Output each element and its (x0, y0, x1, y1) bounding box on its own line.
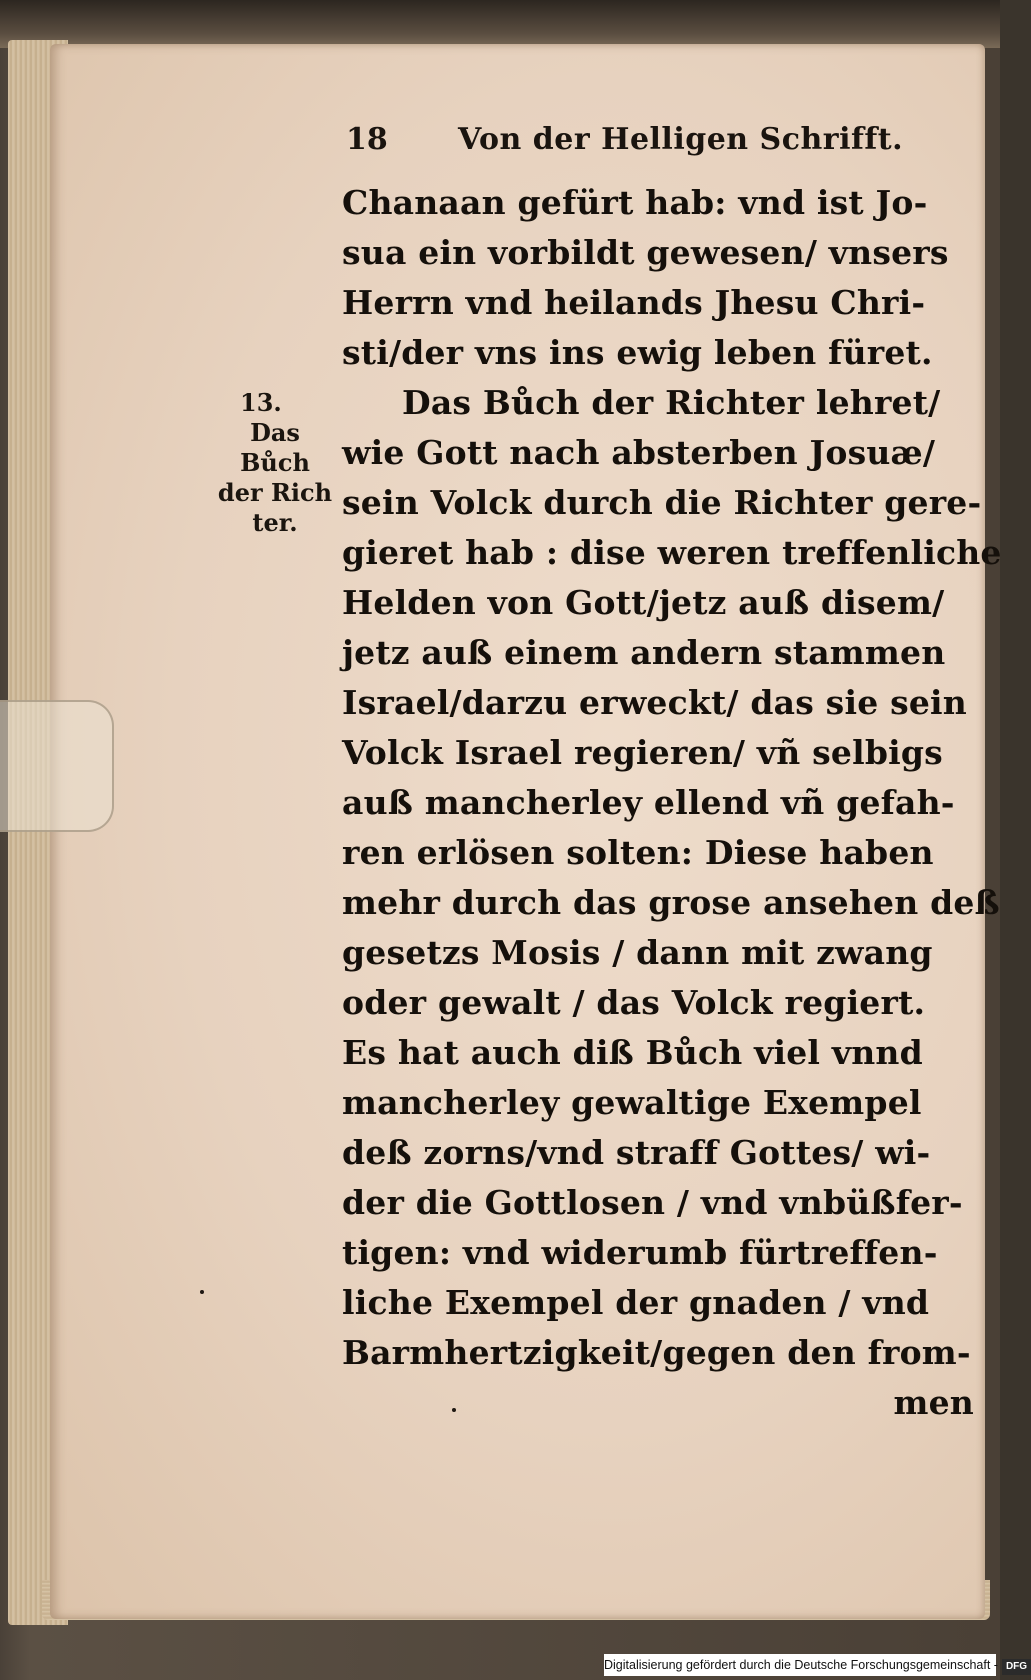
text-line: ren erlösen solten: Diese haben (342, 833, 934, 872)
text-line: gesetzs Mosis / dann mit zwang (342, 933, 933, 972)
text-line: der die Gottlosen / vnd vnbüßfer- (342, 1183, 963, 1222)
marginal-note (210, 388, 340, 538)
running-header (346, 122, 906, 170)
marginal-line: Bůch (240, 448, 310, 477)
running-title: Von der Helligen Schrifft. (458, 122, 904, 157)
credit-text: Digitalisierung gefördert durch die Deutsche Forschungsgemeinschaft - (604, 1658, 998, 1672)
text-line: sua ein vorbildt gewesen/ vnsers (342, 233, 949, 272)
page-number: 18 (346, 122, 388, 157)
text-line: sti/der vns ins ewig leben füret. (342, 333, 933, 372)
dfg-logo: DFG (1002, 1659, 1031, 1675)
text-line: Chanaan gefürt hab: vnd ist Jo- (342, 183, 928, 222)
text-line: Es hat auch diß Bůch viel vnnd (342, 1033, 923, 1072)
text-line: Das Bůch der Richter lehret/ (402, 383, 941, 422)
digitization-credit (604, 1654, 1028, 1676)
text-line: Barmhertzigkeit/gegen den from- (342, 1333, 971, 1372)
text-line: Herrn vnd heilands Jhesu Chri- (342, 283, 926, 322)
text-line: mehr durch das grose ansehen deß (342, 883, 1000, 922)
text-line: liche Exempel der gnaden / vnd (342, 1283, 930, 1322)
marginal-line: ter. (252, 508, 298, 537)
text-line: jetz auß einem andern stammen (342, 633, 946, 672)
text-line: tigen: vnd widerumb fürtreffen- (342, 1233, 938, 1272)
text-line: auß mancherley ellend vñ gefah- (342, 783, 955, 822)
text-line: sein Volck durch die Richter gere- (342, 483, 982, 522)
text-line: Helden von Gott/jetz auß disem/ (342, 583, 945, 622)
text-line: deß zorns/vnd straff Gottes/ wi- (342, 1133, 931, 1172)
text-line: Volck Israel regieren/ vñ selbigs (342, 733, 943, 772)
catchword: men (893, 1383, 974, 1422)
text-line: oder gewalt / das Volck regiert. (342, 983, 926, 1022)
body-text (342, 178, 1002, 1428)
marginal-line: der Rich (217, 478, 333, 507)
text-line: mancherley gewaltige Exempel (342, 1083, 922, 1122)
text-line: gieret hab : dise weren treffenliche (342, 533, 1002, 572)
marginal-number: 13. (240, 388, 282, 417)
ink-speck (200, 1290, 204, 1294)
ink-speck (452, 1408, 456, 1412)
text-line: Israel/darzu erweckt/ das sie sein (342, 683, 967, 722)
page-clip-tab (0, 700, 114, 832)
text-line: wie Gott nach absterben Josuæ/ (342, 433, 936, 472)
marginal-line: Das (250, 418, 300, 447)
book-cover-edge (0, 0, 1000, 48)
